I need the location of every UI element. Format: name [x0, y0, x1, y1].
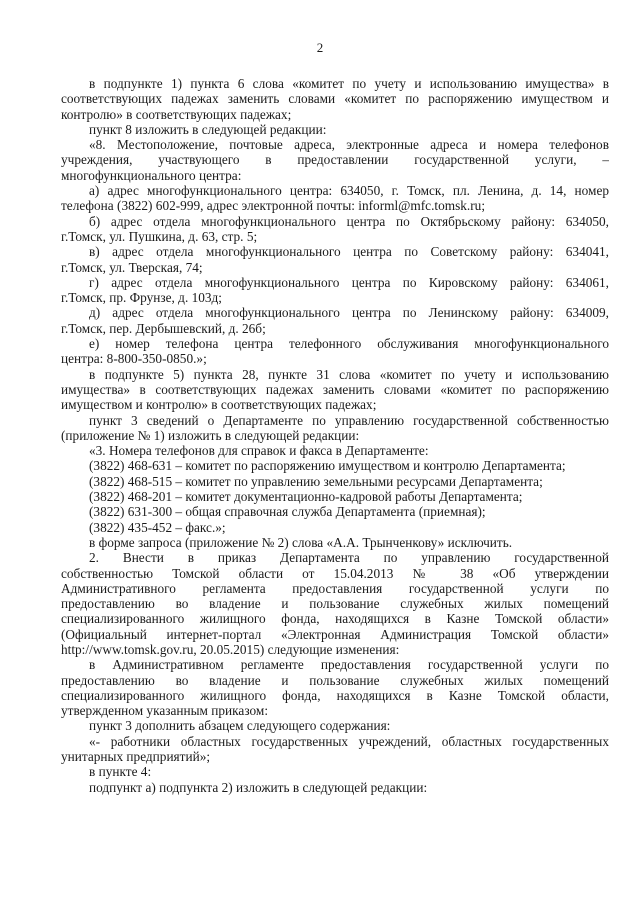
text-line: (3822) 435-452 – факс.»;	[89, 519, 226, 535]
text-line: в подпункте 1) пункта 6 слова «комитет по учету и использованию имущества» в	[89, 76, 609, 91]
text-line: (3822) 468-201 – комитет документационно-кадровой работы Департамента;	[89, 489, 523, 505]
text-line: утвержденном указанным приказом:	[61, 703, 269, 719]
text-line: в Административном регламенте предоставления государственной услуги по	[89, 657, 609, 673]
text-line: предоставлению во владение и пользование служебных жилых помещений	[61, 672, 609, 688]
text-line: г.Томск, ул. Пушкина, д. 63, стр. 5;	[61, 228, 258, 244]
text-line: (3822) 631-300 – общая справочная служба Департамента (приемная);	[89, 504, 486, 520]
text-line: http://www.tomsk.gov.ru, 20.05.2015) следующие изменения:	[61, 641, 400, 657]
text-line: в) адрес отдела многофункционального центра по Советскому району: 634041,	[89, 244, 609, 260]
text-line: контролю» в соответствующих падежах;	[61, 106, 292, 122]
text-line: пункт 3 дополнить абзацем следующего содержания:	[89, 718, 391, 734]
text-line: в пункте 4:	[89, 764, 152, 780]
text-line: 2. Внести в приказ Департамента по управлению государственной	[89, 550, 609, 566]
text-line: пункт 3 сведений о Департаменте по управлению государственной собственностью	[89, 412, 609, 428]
text-line: предоставлению во владение и пользование служебных жилых помещений	[61, 596, 609, 612]
text-line: специализированного жилищного фонда, находящихся в Казне Томской области»	[61, 611, 609, 627]
text-line: г.Томск, ул. Тверская, 74;	[61, 259, 203, 275]
text-line: (Официальный интернет-портал «Электронная Администрация Томской области»	[61, 626, 609, 642]
text-line: (приложение № 1) изложить в следующей редакции:	[61, 427, 360, 443]
text-line: «3. Номера телефонов для справок и факса в Департаменте:	[89, 443, 429, 459]
text-line: г) адрес отдела многофункционального центра по Кировскому району: 634061,	[89, 274, 609, 290]
text-line: е) номер телефона центра телефонного обслуживания многофункционального	[89, 336, 609, 352]
text-line: а) адрес многофункционального центра: 634050, г. Томск, пл. Ленина, д. 14, номер	[89, 183, 609, 199]
text-line: имуществом и контролю» в соответствующих падежах;	[61, 397, 377, 413]
page-number: 2	[316, 40, 324, 55]
text-line: г.Томск, пер. Дербышевский, д. 26б;	[61, 320, 266, 336]
text-line: (3822) 468-515 – комитет по управлению земельными ресурсами Департамента;	[89, 473, 543, 489]
text-line: (3822) 468-631 – комитет по распоряжению имуществом и контролю Департамента;	[89, 458, 566, 474]
text-line: центра: 8-800-350-0850.»;	[61, 351, 207, 367]
text-line: собственностью Томской области от 15.04.2013 № 38 «Об утверждении	[61, 565, 609, 581]
text-line: учреждения, участвующего в предоставлении государственной услуги, –	[61, 152, 609, 168]
text-line: в подпункте 5) пункта 28, пункте 31 слова «комитет по учету и использованию	[89, 366, 609, 382]
text-line: многофункционального центра:	[61, 167, 242, 183]
text-line: специализированного жилищного фонда, находящихся в Казне Томской области,	[61, 687, 609, 703]
text-line: подпункт а) подпункта 2) изложить в следующей редакции:	[89, 779, 428, 795]
text-line: в форме запроса (приложение № 2) слова «А.А. Трынченкову» исключить.	[89, 534, 513, 550]
text-line: «8. Местоположение, почтовые адреса, электронные адреса и номера телефонов	[89, 137, 609, 153]
text-line: Административного регламента предоставления государственной услуги по	[61, 580, 609, 596]
text-line: соответствующих падежах заменить словами «комитет по распоряжению имуществом и	[61, 91, 609, 107]
text-line: унитарных предприятий»;	[61, 749, 211, 765]
text-line: телефона (3822) 602-999, адрес электронной почты: informl@mfc.tomsk.ru;	[61, 198, 486, 214]
text-line: пункт 8 изложить в следующей редакции:	[89, 121, 327, 137]
text-line: имущества» в соответствующих падежах заменить словами «комитет по распоряжению	[61, 381, 609, 397]
text-line: д) адрес отдела многофункционального центра по Ленинскому району: 634009,	[89, 305, 609, 321]
text-line: б) адрес отдела многофункционального центра по Октябрьскому району: 634050,	[89, 213, 609, 229]
document-body	[61, 76, 609, 795]
text-line: «- работники областных государственных учреждений, областных государственных	[89, 733, 609, 749]
text-line: г.Томск, пр. Фрунзе, д. 103д;	[61, 290, 222, 306]
